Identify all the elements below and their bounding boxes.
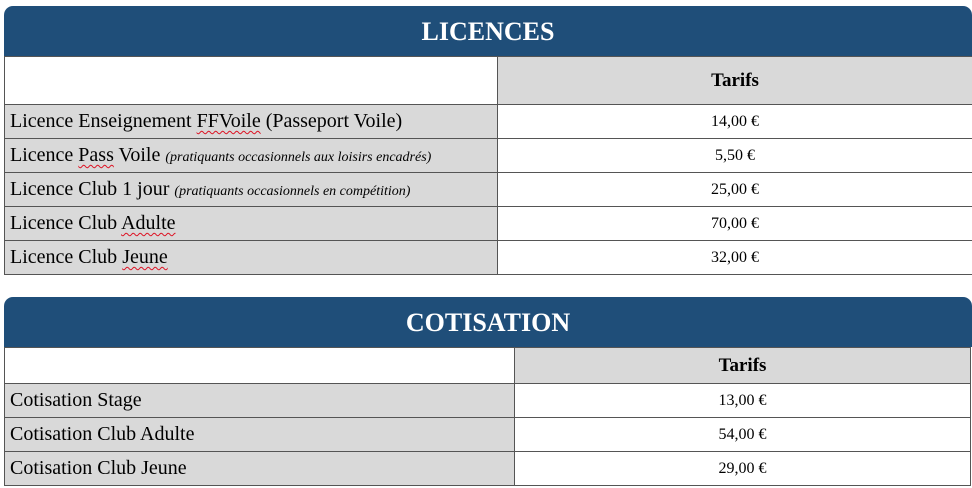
- licences-tarifs-header: Tarifs: [498, 57, 972, 105]
- table-row: [5, 139, 972, 173]
- licence-price: 5,50 €: [498, 139, 972, 173]
- table-row: [5, 452, 971, 486]
- cotisation-tarifs-header: Tarifs: [515, 348, 971, 384]
- licences-title-banner: [4, 6, 972, 56]
- licence-label: Licence Club Adulte: [5, 207, 498, 241]
- licence-label: Licence Enseignement FFVoile (Passeport Voile): [5, 105, 498, 139]
- cotisation-header-row: [5, 348, 971, 384]
- cotisation-price: 54,00 €: [515, 418, 971, 452]
- licence-price: 70,00 €: [498, 207, 972, 241]
- licences-header-row: [5, 57, 972, 105]
- licence-note: (pratiquants occasionnels en compétition): [174, 184, 411, 199]
- cotisation-price: 13,00 €: [515, 384, 971, 418]
- licences-header-blank: [5, 57, 498, 105]
- licence-note: (pratiquants occasionnels aux loisirs encadrés): [165, 150, 432, 165]
- licence-price: 14,00 €: [498, 105, 972, 139]
- licence-label: Licence Pass Voile (pratiquants occasionnels aux loisirs encadrés): [5, 139, 498, 173]
- licence-price: 25,00 €: [498, 173, 972, 207]
- licence-label: Licence Club Jeune: [5, 241, 498, 275]
- table-row: [5, 105, 972, 139]
- table-row: [5, 241, 972, 275]
- cotisation-header-blank: [5, 348, 515, 384]
- cotisation-price: 29,00 €: [515, 452, 971, 486]
- cotisation-label: Cotisation Club Adulte: [5, 418, 515, 452]
- licence-price: 32,00 €: [498, 241, 972, 275]
- table-row: [5, 173, 972, 207]
- licences-title: LICENCES: [421, 17, 555, 46]
- cotisation-label: Cotisation Stage: [5, 384, 515, 418]
- licence-label: Licence Club 1 jour (pratiquants occasionnels en compétition): [5, 173, 498, 207]
- table-row: [5, 418, 971, 452]
- table-row: [5, 207, 972, 241]
- cotisation-title-banner: [4, 297, 972, 347]
- cotisation-label: Cotisation Club Jeune: [5, 452, 515, 486]
- table-row: [5, 384, 971, 418]
- cotisation-title: COTISATION: [405, 308, 571, 337]
- licences-table: [4, 56, 972, 275]
- cotisation-table: [4, 347, 971, 486]
